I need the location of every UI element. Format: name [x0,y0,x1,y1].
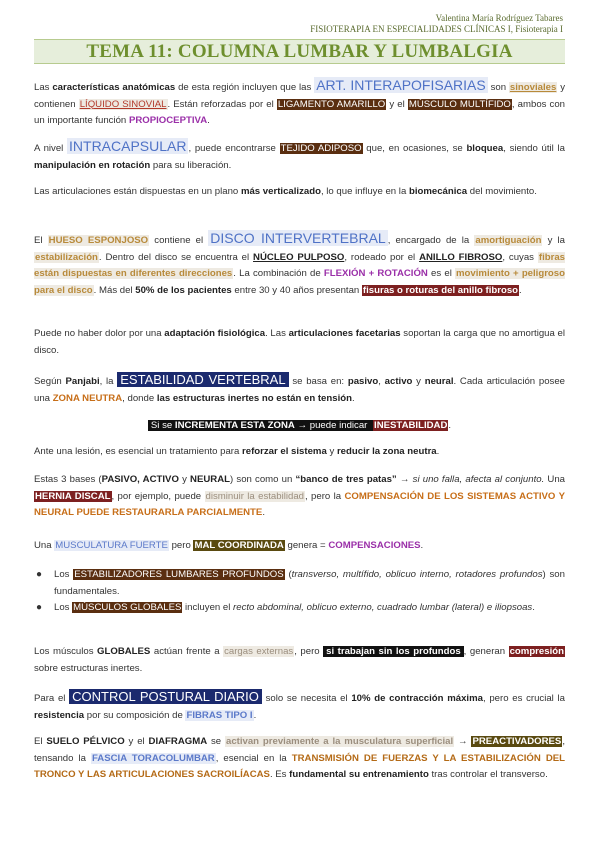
highlight-intracapsular: INTRACAPSULAR [69,138,187,154]
highlight-liquido-sinovial: LÍQUIDO SINOVIAL [79,98,167,110]
text: pero [168,540,194,551]
text: A nivel [34,143,68,154]
text-anillo-fibroso: ANILLO FIBROSO [419,251,503,263]
text: Los músculos [34,646,98,657]
text-italic: transverso, multífido, oblicuo interno, rotadores profundos [291,569,543,580]
text-bold: GLOBALES [97,646,151,657]
text: El [34,736,47,747]
text-bold: SUELO PÉLVICO [46,736,125,747]
text: , pero la [305,490,345,502]
text: . La combinación de [233,268,324,279]
text-bold: bloquea [466,143,504,154]
highlight-tejido-adiposo: TEJIDO ADIPOSO [280,143,362,154]
text: , encargado de la [387,235,475,246]
highlight-fisuras: fisuras o roturas del anillo fibroso [362,284,519,296]
text: → puede indicar [294,420,371,431]
text-italic: recto abdominal, oblicuo externo, cuadrado lumbar (lateral) e iliopsoas [233,602,533,613]
paragraph-inestabilidad [34,418,565,435]
page-title: TEMA 11: COLUMNA LUMBAR Y LUMBALGIA [86,41,513,62]
text-transmision-fuerzas: TRANSMISIÓN DE FUERZAS Y LA ESTABILIZACIÓN DEL TRONCO Y LAS ARTICULACIONES SACROILÍACAS [34,752,566,780]
text-italic: si uno falla, afecta al conjunto. [412,474,545,485]
text-bold: fundamental su entrenamiento [289,769,429,780]
text: actúan frente a [150,646,224,657]
text: entre 30 y 40 años presentan [231,284,362,296]
text-bold: neural [424,376,454,387]
text-bold: INCREMENTA ESTA ZONA [174,420,295,431]
highlight-movimiento-peligroso: movimiento + peligroso para el disco [34,268,565,296]
text-bold: 10% de contracción máxima [351,693,483,704]
text: , ambos con un importante función [34,98,566,126]
text-bold: “banco de tres patas” [295,474,397,485]
text: Los [54,602,73,613]
text-zona-neutra: ZONA NEUTRA [52,392,123,404]
text: Según [34,376,66,387]
list-item-globales [34,600,565,617]
paragraph-musculatura [34,538,565,555]
text: Ante una lesión, es esencial un tratamiento para [34,446,242,457]
text: ) son como un [230,474,296,485]
highlight-estabilidad-vertebral: ESTABILIDAD VERTEBRAL [117,372,288,387]
text-bold: DIAFRAGMA [148,736,208,747]
text-bold: resistencia [34,709,85,721]
text-bold: reforzar el sistema [242,446,327,457]
text: se basa en: [288,376,348,387]
highlight-amortiguacion: amortiguación [475,235,542,246]
text: genera = [284,540,329,551]
highlight-sin-profundos: si trabajan sin los profundos [323,646,464,657]
text: es el [427,268,456,279]
text: . Es [269,769,290,780]
paragraph-dolor [34,326,565,359]
text: , lo que influye en la [320,186,409,197]
text: Las articulaciones están dispuestas en un plano [34,186,241,197]
text: Las [34,82,53,93]
text: ) son fundamentales. [54,569,565,597]
text-bold: biomecánica [408,186,468,197]
text: sobre estructuras inertes. [34,662,143,674]
callout-box [148,420,373,431]
text: . Dentro del disco se encuentra el [98,251,254,263]
paragraph-panjabi [34,372,565,407]
text-bold: manipulación en rotación [34,159,151,171]
text: Una [544,474,566,485]
text: tras controlar el transverso. [428,769,548,780]
text: Si se [150,420,175,431]
text: solo se necesita el [261,693,352,704]
text: , esencial en la [215,752,292,764]
text: Una [34,540,55,551]
text-bold: activo [384,376,413,387]
highlight-mal-coordinada: MAL COORDINADA [194,540,284,551]
text: . [519,284,522,296]
text: , puede encontrarse [188,143,280,154]
text: , pero es crucial la [482,693,565,704]
text-flexion-rotacion: FLEXIÓN + ROTACIÓN [323,268,428,279]
text-nucleo-pulposo: NÚCLEO PULPOSO [253,251,345,263]
text: contiene el [149,235,209,246]
text: . [420,540,424,551]
highlight-preactivadores: PREACTIVADORES [472,736,562,747]
text: por su composición de [84,709,186,721]
text: , siendo útil la [503,143,565,154]
text: que, en ocasiones, se [362,143,467,154]
text-bold: pasivo [347,376,379,387]
text-bold: adaptación fisiológica [164,328,266,339]
paragraph-lesion [34,444,565,461]
highlight-hueso-esponjoso: HUESO ESPONJOSO [48,235,149,246]
text: incluyen el [182,602,234,613]
text: . [351,392,355,404]
text: , tensando la [34,736,565,764]
paragraph-globales [34,644,565,677]
text: . [448,420,452,431]
text: → [454,736,472,747]
text: y el [386,98,408,110]
text: y [412,376,425,387]
text: y el [124,736,149,747]
text: del movimiento. [467,186,537,197]
header-course: FISIOTERAPIA EN ESPECIALIDADES CLÍNICAS I, Fisioterapia I [310,24,563,34]
paragraph-suelo-pelvico [34,734,565,784]
text: . [207,115,210,126]
highlight-control-postural: CONTROL POSTURAL DIARIO [69,689,262,704]
text: . Están reforzadas por el [167,98,277,110]
text: ( [284,569,292,580]
text-propioceptiva: PROPIOCEPTIVA [128,115,208,126]
text-bold: articulaciones facetarias [288,328,401,339]
highlight-fibras-tipo-i: FIBRAS TIPO I [186,709,253,721]
highlight-inestabilidad: INESTABILIDAD [374,420,448,431]
text-bold: NEURAL [190,474,231,485]
highlight-fibras-direcciones: fibras están dispuestas en diferentes direcciones [34,251,566,279]
highlight-cargas-externas: cargas externas [224,646,294,657]
text: y contienen [34,82,565,110]
text-bold: las estructuras inertes no están en tensión [156,392,352,404]
text: soportan la carga que no amortigua el disco. [34,328,566,356]
text: Puede no haber dolor por una [34,328,165,339]
text: , pero [294,646,324,657]
paragraph-anatomy [34,77,565,130]
highlight-ligamento-amarillo: LIGAMENTO AMARILLO [277,98,386,110]
text: . Cada articulación posee una [34,376,566,404]
text: . [436,446,440,457]
text: , generan [463,646,509,657]
highlight-musculo-multifido: MÚSCULO MULTÍFIDO [408,98,511,110]
highlight-fascia-toracolumbar: FASCIA TORACOLUMBAR [91,752,215,764]
text: . [532,602,535,613]
highlight-disminuir-estabilidad: disminuir la estabilidad [205,490,304,502]
paragraph-control-postural [34,689,565,724]
text: de esta región incluyen que las [175,82,315,93]
text: y la [542,235,565,246]
text: para su liberación. [150,159,232,171]
highlight-hernia-discal: HERNIA DISCAL [35,490,111,502]
paragraph-intracapsular [34,138,565,174]
text: El [34,235,48,246]
highlight-musculatura-fuerte: MUSCULATURA FUERTE [55,540,168,551]
text-bold: PASIVO, ACTIVO [101,474,179,485]
text: son [487,82,509,93]
text: , [378,376,385,387]
text: , por ejemplo, puede [111,490,205,502]
text: , cuyas [502,251,538,263]
bullet-icon: ● [36,602,43,613]
text: , donde [122,392,157,404]
highlight-disco-intervertebral: DISCO INTERVERTEBRAL [210,230,386,246]
paragraph-tres-bases [34,472,565,522]
paragraph-disco [34,230,565,299]
text: . Las [265,328,289,339]
highlight-sinoviales: sinoviales [509,82,557,93]
text: , rodeado por el [344,251,420,263]
text: y [178,474,191,485]
text-bold: características anatómicas [52,82,176,93]
text-bold: Panjabi [65,376,100,387]
text-bold: más verticalizado [240,186,321,197]
text: y [326,446,337,457]
text-bold: 50% de los pacientes [135,284,232,296]
text: Estas 3 bases ( [34,474,102,485]
title-bar [34,39,565,64]
text: . [262,507,265,518]
paragraph-articulaciones [34,184,565,201]
text-compensacion: COMPENSACIÓN DE LOS SISTEMAS ACTIVO Y NEURAL PUEDE RESTAURARLA PARCIALMENTE [34,490,566,518]
text: se [207,736,225,747]
highlight-estabilizadores: ESTABILIZADORES LUMBARES PROFUNDOS [74,569,284,580]
text: Los [54,569,74,580]
text-bold: reducir la zona neutra [336,446,437,457]
text: Para el [34,693,70,704]
text-compensaciones: COMPENSACIONES [328,540,421,551]
highlight-art-interapofisarias: ART. INTERAPOFISARIAS [316,77,486,93]
bullet-icon: ● [36,569,43,580]
highlight-activan-previamente: activan previamente a la musculatura superficial [225,736,454,747]
text: , la [99,376,118,387]
list-item-estabilizadores [34,567,565,600]
highlight-musculos-globales: MÚSCULOS GLOBALES [73,602,182,613]
text: → [396,474,413,485]
highlight-compresion: compresión [509,646,564,657]
text: . [253,709,257,721]
text: . Más del [93,284,136,296]
header-author: Valentina María Rodríguez Tabares [435,13,563,23]
highlight-estabilizacion: estabilización [35,251,98,263]
